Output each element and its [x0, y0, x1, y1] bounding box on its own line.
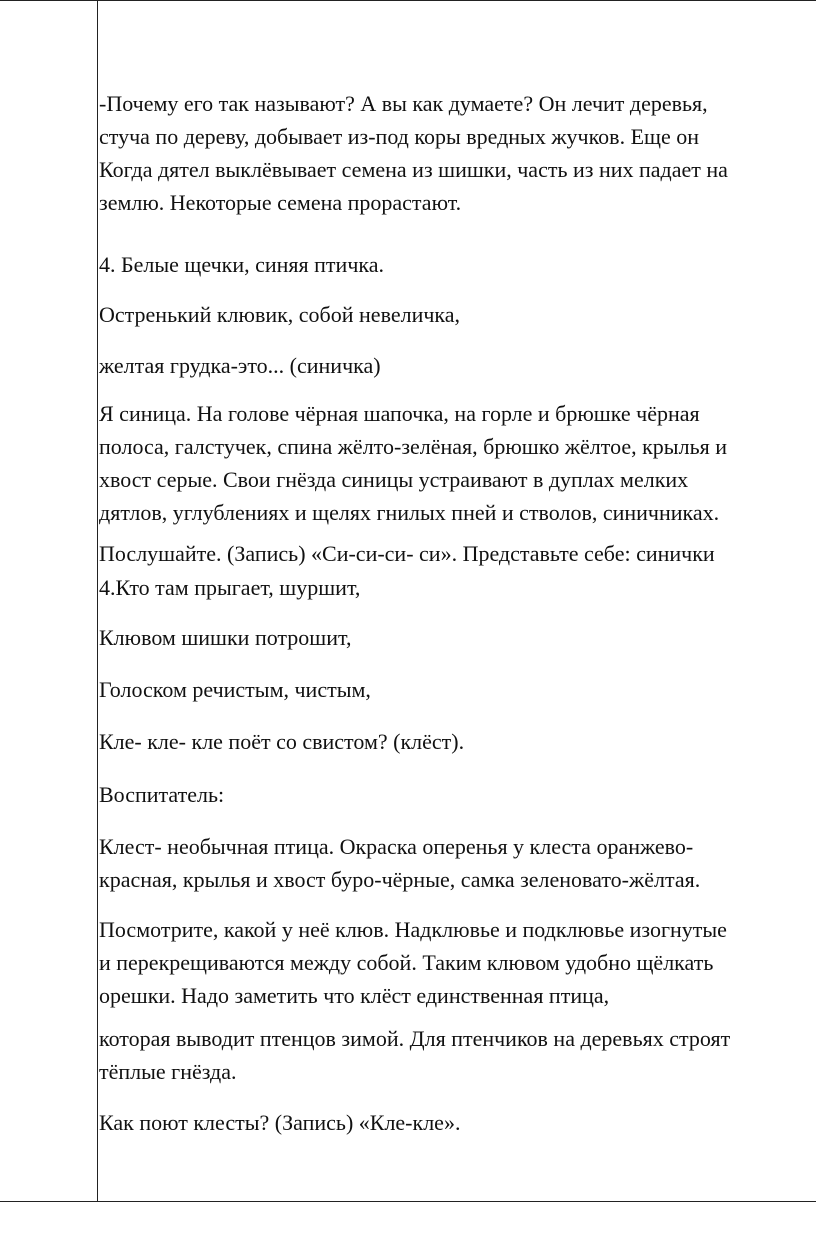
- text-line: тёплые гнёзда.: [99, 1059, 237, 1084]
- table-column-divider: [97, 0, 98, 1202]
- text-line: дятлов, углублениях и щелях гнилых пней и стволов, синичниках.: [99, 500, 720, 525]
- riddle-line: Клювом шишки потрошит,: [99, 625, 352, 650]
- text-line: Посмотрите, какой у неё клюв. Надклювье и подклювье изогнутые: [99, 917, 727, 942]
- riddle-line: Голоском речистым, чистым,: [99, 677, 371, 702]
- table-top-border: [0, 0, 816, 1]
- text-line: Как поют клесты? (Запись) «Кле-кле».: [99, 1110, 461, 1135]
- riddle-line: Остренький клювик, собой невеличка,: [99, 302, 461, 327]
- riddle-line: 4.Кто там прыгает, шуршит,: [99, 575, 361, 600]
- text-line: Я синица. На голове чёрная шапочка, на горле и брюшке чёрная: [99, 401, 700, 426]
- text-line: Клест- необычная птица. Окраска оперенья у клеста оранжево-: [99, 834, 694, 859]
- text-line: красная, крылья и хвост буро-чёрные, самка зеленовато-жёлтая.: [99, 867, 701, 892]
- riddle-line: 4. Белые щечки, синяя птичка.: [99, 252, 385, 277]
- text-line: которая выводит птенцов зимой. Для птенчиков на деревьях строят: [99, 1026, 731, 1051]
- text-line: -Почему его так называют? А вы как думаете? Он лечит деревья,: [99, 91, 708, 116]
- text-line: Послушайте. (Запись) «Си-си-си- си». Представьте себе: синички: [99, 541, 715, 566]
- text-line: и перекрещиваются между собой. Таким клювом удобно щёлкать: [99, 950, 714, 975]
- text-line: стуча по дереву, добывает из-под коры вредных жучков. Еще он: [99, 124, 699, 149]
- text-line: хвост серые. Свои гнёзда синицы устраивают в дуплах мелких: [99, 467, 689, 492]
- riddle-line: Кле- кле- кле поёт со свистом? (клёст).: [99, 729, 465, 754]
- text-line: землю. Некоторые семена прорастают.: [99, 190, 462, 215]
- clipped-text-region: [99, 538, 815, 571]
- text-line: орешки. Надо заметить что клёст единственная птица,: [99, 983, 610, 1008]
- text-line: полоса, галстучек, спина жёлто-зелёная, брюшко жёлтое, крылья и: [99, 434, 727, 459]
- text-line: Когда дятел выклёвывает семена из шишки, часть из них падает на: [99, 157, 728, 182]
- table-bottom-border: [0, 1201, 816, 1202]
- riddle-line: желтая грудка-это... (синичка): [99, 353, 381, 378]
- teacher-label: Воспитатель:: [99, 782, 225, 807]
